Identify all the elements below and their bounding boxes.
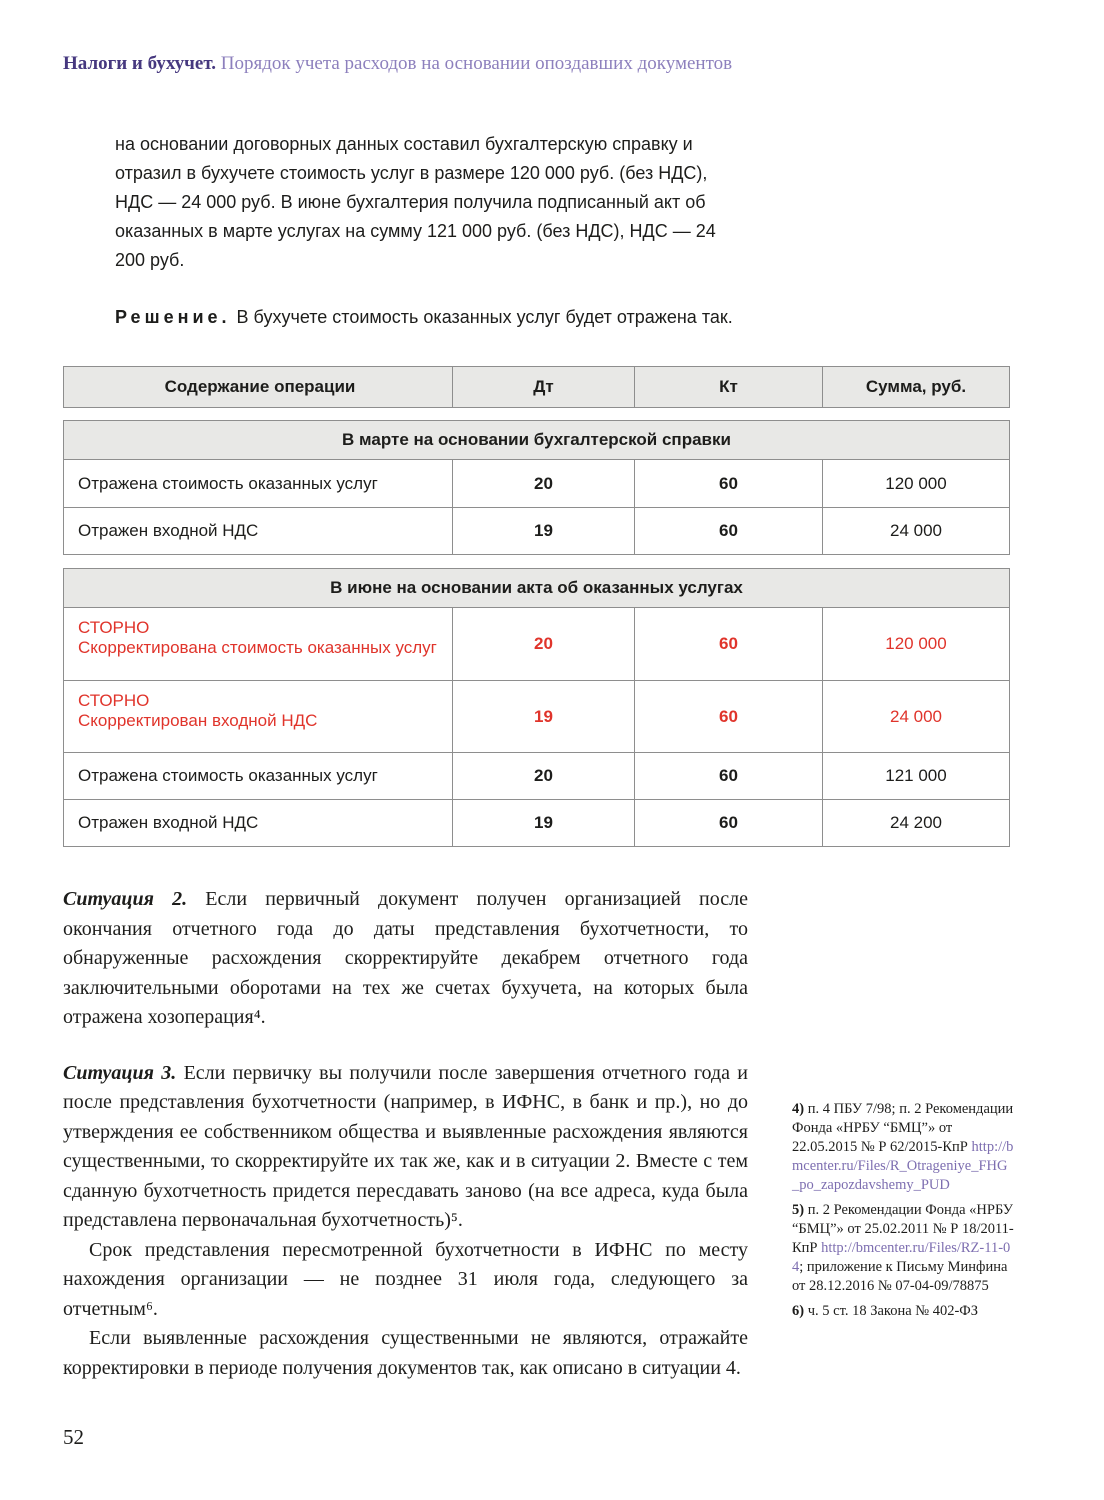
column-header-kt: Кт: [634, 367, 822, 407]
row-kt: 60: [634, 508, 822, 554]
row-dt: 20: [452, 460, 634, 507]
footnotes-sidebar: [792, 1100, 1014, 1327]
row-label-text: Скорректирован входной НДС: [78, 711, 318, 730]
row-kt: 60: [634, 753, 822, 799]
page-header: [63, 52, 1041, 76]
page-number: 52: [63, 1425, 84, 1449]
footnote-5-text2: ; приложение к Письму Минфина от 28.12.2016 № 07-04-09/78875: [792, 1259, 1008, 1294]
table-row: [64, 507, 1009, 554]
footnote-5-marker: 5): [792, 1202, 805, 1218]
row-dt: 20: [452, 753, 634, 799]
row-label: Отражен входной НДС: [78, 813, 259, 832]
row-label: [64, 681, 452, 752]
table-row: [64, 752, 1009, 799]
footnote-6: [792, 1302, 1014, 1321]
row-kt: 60: [634, 681, 822, 752]
table-row: [64, 460, 1009, 507]
solution-paragraph: [115, 303, 747, 332]
solution-label: Решение.: [115, 307, 231, 327]
row-sum: 121 000: [822, 753, 1009, 799]
table-section-june: [63, 568, 1010, 847]
row-sum: 24 000: [822, 681, 1009, 752]
footnote-4: [792, 1100, 1014, 1195]
row-dt: 19: [452, 800, 634, 846]
storno-label: СТОРНО: [78, 691, 150, 710]
situation-2-lead: Ситуация 2.: [63, 888, 188, 910]
situation-2-text: Если первичный документ получен организацией после окончания отчетного года до даты представления бухотчетности, то обнаруженные расхождения скорректируйте декабрем отчетного года заключительными оборотами на тех же счетах бухучета, на которых была отражена хозоперация⁴.: [63, 888, 748, 1028]
footnote-4-marker: 4): [792, 1101, 805, 1117]
storno-label: СТОРНО: [78, 618, 150, 637]
column-header-dt: Дт: [452, 367, 634, 407]
situation-3-paragraph: [63, 1059, 748, 1236]
row-kt: 60: [634, 800, 822, 846]
row-sum: 120 000: [822, 608, 1009, 680]
column-header-sum: Сумма, руб.: [822, 367, 1009, 407]
footnote-6-marker: 6): [792, 1303, 805, 1319]
section-title-june: В июне на основании акта об оказанных услугах: [64, 569, 1009, 608]
row-sum: 24 200: [822, 800, 1009, 846]
table-section-march: [63, 420, 1010, 555]
table-row-storno: [64, 680, 1009, 752]
row-dt: 19: [452, 681, 634, 752]
row-sum: 120 000: [822, 460, 1009, 507]
footnote-4-link[interactable]: http://bmcenter.ru/Files/R_Otrageniye_FHG_po_zapozdavshemy_PUD: [792, 1139, 1014, 1193]
row-sum: 24 000: [822, 508, 1009, 554]
table-row-storno: [64, 608, 1009, 680]
situation-3-lead: Ситуация 3.: [63, 1061, 177, 1084]
row-label: Отражена стоимость оказанных услуг: [78, 473, 378, 493]
header-title: Порядок учета расходов на основании опоздавших документов: [220, 53, 733, 74]
row-kt: 60: [634, 460, 822, 507]
solution-text: В бухучете стоимость оказанных услуг будет отражена так.: [236, 307, 733, 327]
situation-3-text: Если первичку вы получили после завершения отчетного года и после представления бухотчетности (например, в ИФНС, в банк и пр.), но до утверждения ее собственником общества и выявленные расхождения являются существенными, то скорректируйте их так же, как и в ситуации 2. Вместе с тем сданную бухотчетность придется пересдавать заново (на все адреса, куда была представлена первоначальная бухотчетность)⁵.: [63, 1061, 749, 1231]
table-header-row: [63, 366, 1010, 408]
minor-discrepancy-paragraph: Если выявленные расхождения существенными не являются, отражайте корректировки в периоде получения документов так, как описано в ситуации 4.: [63, 1327, 748, 1379]
section-title-march: В марте на основании бухгалтерской справки: [64, 421, 1009, 460]
row-kt: 60: [634, 608, 822, 680]
column-header-operation: Содержание операции: [164, 377, 356, 396]
footnote-5-text1: п. 2 Рекомендации Фонда «НРБУ “БМЦ”» от 25.02.2011 № Р 18/2011-КпР: [792, 1202, 1014, 1256]
row-label: Отражен входной НДС: [78, 521, 259, 540]
table-row: [64, 799, 1009, 846]
row-dt: 19: [452, 508, 634, 554]
footnote-6-text: ч. 5 ст. 18 Закона № 402-ФЗ: [807, 1303, 979, 1319]
row-label: Отражена стоимость оказанных услуг: [78, 766, 378, 785]
footnote-4-text: п. 4 ПБУ 7/98; п. 2 Рекомендации Фонда «НРБУ “БМЦ”» от 22.05.2015 № Р 62/2015-КпР: [792, 1101, 1014, 1155]
term-paragraph: Срок представления пересмотренной бухотчетности в ИФНС по месту нахождения организации — не позднее 31 июля года, следующего за отчетным⁶.: [63, 1238, 748, 1320]
row-label: [64, 608, 452, 680]
header-brand: Налоги и бухучет.: [63, 53, 216, 74]
row-label-text: Скорректирована стоимость оказанных услуг: [78, 638, 437, 657]
intro-paragraph: на основании договорных данных составил бухгалтерскую справку и отразил в бухучете стоимость услуг в размере 120 000 руб. (без НДС), НДС — 24 000 руб. В июне бухгалтерия получила подписанный акт об оказанных в марте услугах на сумму 121 000 руб. (без НДС), НДС — 24 200 руб.: [115, 134, 716, 270]
situation-2-paragraph: [63, 885, 748, 1033]
accounting-table: [63, 366, 1010, 847]
footnote-5-link[interactable]: http://bmcenter.ru/Files/RZ-11-04: [792, 1240, 1011, 1275]
row-dt: 20: [452, 608, 634, 680]
footnote-5: [792, 1201, 1014, 1296]
